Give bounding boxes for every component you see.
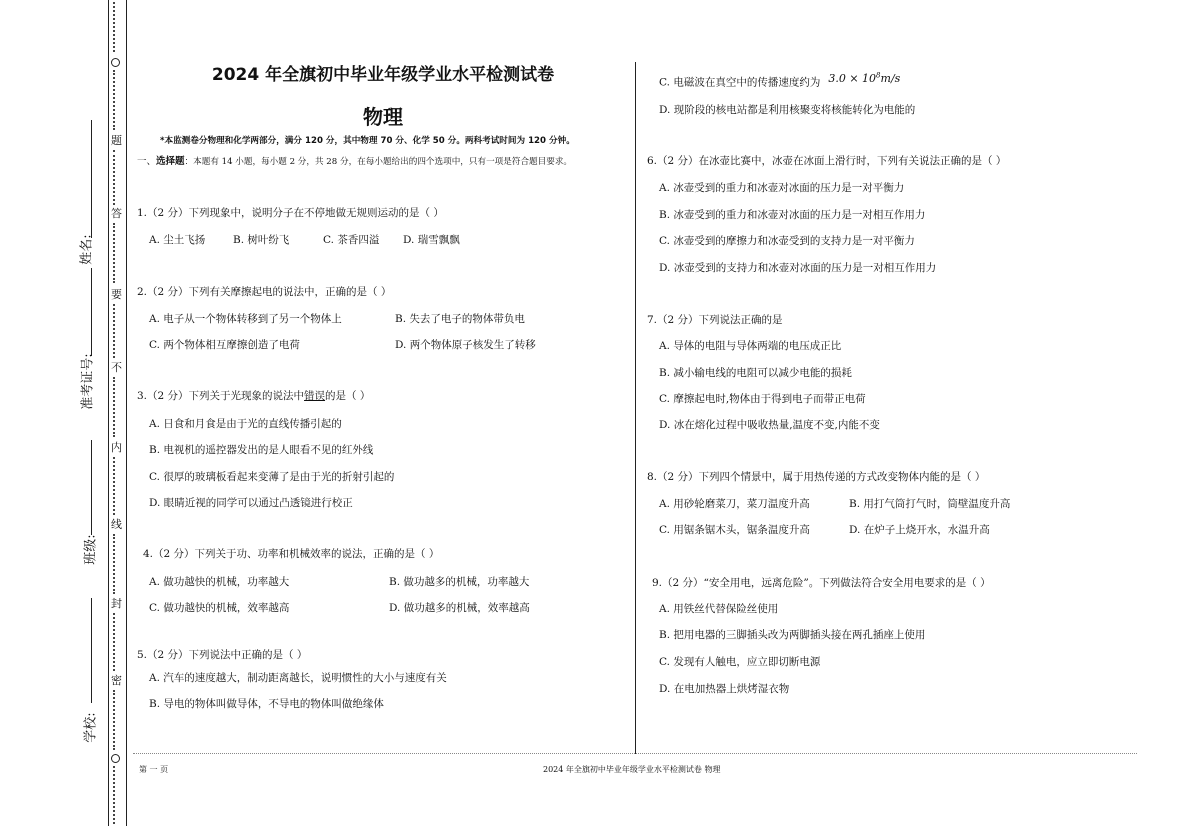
question-4-stem: 4.（2 分）下列关于功、功率和机械效率的说法，正确的是（ ） bbox=[143, 548, 440, 560]
formula-mantissa: 3.0 × 10 bbox=[828, 71, 877, 85]
question-1-stem: 1.（2 分）下列现象中，说明分子在不停地做无规则运动的是（ ） bbox=[137, 207, 444, 219]
question-1-option-c[interactable]: C. 茶香四溢 bbox=[323, 234, 380, 246]
question-3-option-b[interactable]: B. 电视机的遥控器发出的是人眼看不见的红外线 bbox=[149, 444, 374, 456]
question-3-option-c[interactable]: C. 很厚的玻璃板看起来变薄了是由于光的折射引起的 bbox=[149, 471, 395, 483]
exam-id-label: 准考证号: bbox=[80, 353, 96, 410]
question-2-stem: 2.（2 分）下列有关摩擦起电的说法中，正确的是（ ） bbox=[137, 286, 392, 298]
question-1-option-b[interactable]: B. 树叶纷飞 bbox=[233, 234, 290, 246]
dotted-seal-line bbox=[113, 304, 121, 358]
question-8-option-a[interactable]: A. 用砂轮磨菜刀，菜刀温度升高 bbox=[659, 498, 810, 510]
question-2-option-b[interactable]: B. 失去了电子的物体带负电 bbox=[395, 313, 525, 325]
question-5-option-d[interactable]: D. 现阶段的核电站都是利用核聚变将核能转化为电能的 bbox=[659, 104, 916, 116]
question-6-option-c[interactable]: C. 冰壶受到的摩擦力和冰壶受到的支持力是一对平衡力 bbox=[659, 235, 915, 247]
school-label: 学校: bbox=[83, 712, 99, 743]
binding-char: 内 bbox=[111, 441, 122, 454]
question-5-option-c-text: C. 电磁波在真空中的传播速度约为 bbox=[659, 76, 821, 89]
question-2-option-a[interactable]: A. 电子从一个物体转移到了另一个物体上 bbox=[149, 313, 342, 325]
question-9-stem: 9.（2 分）“安全用电，远离危险”。下列做法符合安全用电要求的是（ ） bbox=[652, 577, 991, 589]
formula-exponent: 8 bbox=[876, 71, 881, 79]
binding-char: 不 bbox=[111, 361, 122, 374]
dotted-seal-line bbox=[113, 70, 121, 130]
dotted-seal-line bbox=[113, 534, 121, 594]
class-label: 班级: bbox=[83, 534, 99, 565]
binding-char: 答 bbox=[111, 207, 122, 220]
question-8-option-b[interactable]: B. 用打气筒打气时，筒壁温度升高 bbox=[849, 498, 1011, 510]
binding-char: 要 bbox=[111, 288, 122, 301]
question-7-option-b[interactable]: B. 减小输电线的电阻可以减少电能的损耗 bbox=[659, 367, 852, 379]
footer-title: 2024 年全旗初中毕业年级学业水平检测试卷 物理 bbox=[543, 765, 721, 774]
question-4-option-b[interactable]: B. 做功越多的机械，功率越大 bbox=[389, 576, 530, 588]
question-6-stem: 6.（2 分）在冰壶比赛中，冰壶在冰面上滑行时，下列有关说法正确的是（ ） bbox=[647, 155, 1007, 167]
question-7-stem: 7.（2 分）下列说法正确的是 bbox=[647, 314, 783, 326]
question-6-option-d[interactable]: D. 冰壶受到的支持力和冰壶对冰面的压力是一对相互作用力 bbox=[659, 262, 937, 274]
question-8-option-c[interactable]: C. 用锯条锯木头，锯条温度升高 bbox=[659, 524, 810, 536]
question-9-option-a[interactable]: A. 用铁丝代替保险丝使用 bbox=[659, 603, 779, 615]
question-2-option-d[interactable]: D. 两个物体原子核发生了转移 bbox=[395, 339, 536, 351]
binding-char: 封 bbox=[111, 597, 122, 610]
question-1-option-a[interactable]: A. 尘土飞扬 bbox=[149, 234, 206, 246]
class-field-line[interactable] bbox=[91, 440, 92, 535]
exam-note: *本监测卷分物理和化学两部分，满分 120 分，其中物理 70 分、化学 50 分。两科考试时间为 120 分钟。 bbox=[160, 136, 575, 146]
question-5-stem: 5.（2 分）下列说法中正确的是（ ） bbox=[137, 649, 308, 661]
question-5-option-c[interactable] bbox=[659, 72, 900, 90]
question-6-option-b[interactable]: B. 冰壶受到的重力和冰壶对冰面的压力是一对相互作用力 bbox=[659, 209, 926, 221]
page-title: 2024 年全旗初中毕业年级学业水平检测试卷 bbox=[211, 65, 555, 85]
question-7-option-c[interactable]: C. 摩擦起电时,物体由于得到电子而带正电荷 bbox=[659, 393, 866, 405]
page-number: 第 一 页 bbox=[139, 765, 169, 774]
dotted-seal-line bbox=[113, 377, 121, 437]
question-1-option-d[interactable]: D. 瑞雪飘飘 bbox=[403, 234, 460, 246]
question-9-option-c[interactable]: C. 发现有人触电，应立即切断电源 bbox=[659, 656, 821, 668]
question-3-stem-tail: 的是（ ） bbox=[325, 390, 371, 402]
question-9-option-b[interactable]: B. 把用电器的三脚插头改为两脚插头接在两孔插座上使用 bbox=[659, 629, 926, 641]
question-3-option-d[interactable]: D. 眼睛近视的同学可以通过凸透镜进行校正 bbox=[149, 497, 353, 509]
question-8-stem: 8.（2 分）下列四个情景中，属于用热传递的方式改变物体内能的是（ ） bbox=[647, 471, 986, 483]
question-7-option-a[interactable]: A. 导体的电阻与导体两端的电压成正比 bbox=[659, 340, 842, 352]
formula-unit: m/s bbox=[880, 71, 901, 85]
binding-char: 题 bbox=[111, 134, 122, 147]
subject-title: 物理 bbox=[363, 105, 403, 129]
footer-rule bbox=[133, 753, 1137, 754]
question-4-option-d[interactable]: D. 做功越多的机械，效率越高 bbox=[389, 602, 530, 614]
binding-char: 线 bbox=[111, 518, 122, 531]
speed-of-light-formula bbox=[828, 72, 900, 85]
question-4-option-c[interactable]: C. 做功越快的机械，效率越高 bbox=[149, 602, 290, 614]
school-field-line[interactable] bbox=[91, 598, 92, 703]
binding-char: 密 bbox=[111, 674, 122, 687]
name-field-line[interactable] bbox=[91, 120, 92, 238]
question-4-option-a[interactable]: A. 做功越快的机械，功率越大 bbox=[149, 576, 290, 588]
question-7-option-d[interactable]: D. 冰在熔化过程中吸收热量,温度不变,内能不变 bbox=[659, 419, 880, 431]
name-label: 姓名: bbox=[79, 234, 95, 265]
section-prefix: 一、 bbox=[137, 156, 157, 167]
question-2-option-c[interactable]: C. 两个物体相互摩擦创造了电荷 bbox=[149, 339, 300, 351]
column-divider bbox=[635, 62, 636, 754]
dotted-seal-line bbox=[113, 2, 121, 52]
dotted-seal-line bbox=[113, 457, 121, 515]
dotted-seal-line bbox=[113, 150, 121, 205]
circle-mark-top bbox=[111, 58, 120, 67]
dotted-seal-line bbox=[113, 766, 121, 824]
exam-id-field-line[interactable] bbox=[91, 268, 92, 356]
question-3-emphasis: 错误 bbox=[304, 390, 326, 402]
question-9-option-d[interactable]: D. 在电加热器上烘烤湿衣物 bbox=[659, 683, 790, 695]
question-5-option-b[interactable]: B. 导电的物体叫做导体，不导电的物体叫做绝缘体 bbox=[149, 698, 384, 710]
dotted-seal-line bbox=[113, 690, 121, 750]
section-heading bbox=[137, 155, 572, 169]
section-name: 选择题 bbox=[156, 156, 185, 167]
dotted-seal-line bbox=[113, 613, 121, 671]
dotted-seal-line bbox=[113, 223, 121, 283]
section-description: ：本题有 14 小题，每小题 2 分，共 28 分，在每小题给出的四个选项中，只有一项是符合题目要求。 bbox=[184, 157, 573, 167]
circle-mark-bottom bbox=[111, 754, 120, 763]
question-8-option-d[interactable]: D. 在炉子上烧开水，水温升高 bbox=[849, 524, 990, 536]
question-3-option-a[interactable]: A. 日食和月食是由于光的直线传播引起的 bbox=[149, 418, 342, 430]
question-6-option-a[interactable]: A. 冰壶受到的重力和冰壶对冰面的压力是一对平衡力 bbox=[659, 182, 905, 194]
question-3-stem bbox=[137, 389, 370, 403]
question-3-stem-text: 3.（2 分）下列关于光现象的说法中 bbox=[137, 390, 305, 402]
question-5-option-a[interactable]: A. 汽车的速度越大，制动距离越长，说明惯性的大小与速度有关 bbox=[149, 672, 447, 684]
